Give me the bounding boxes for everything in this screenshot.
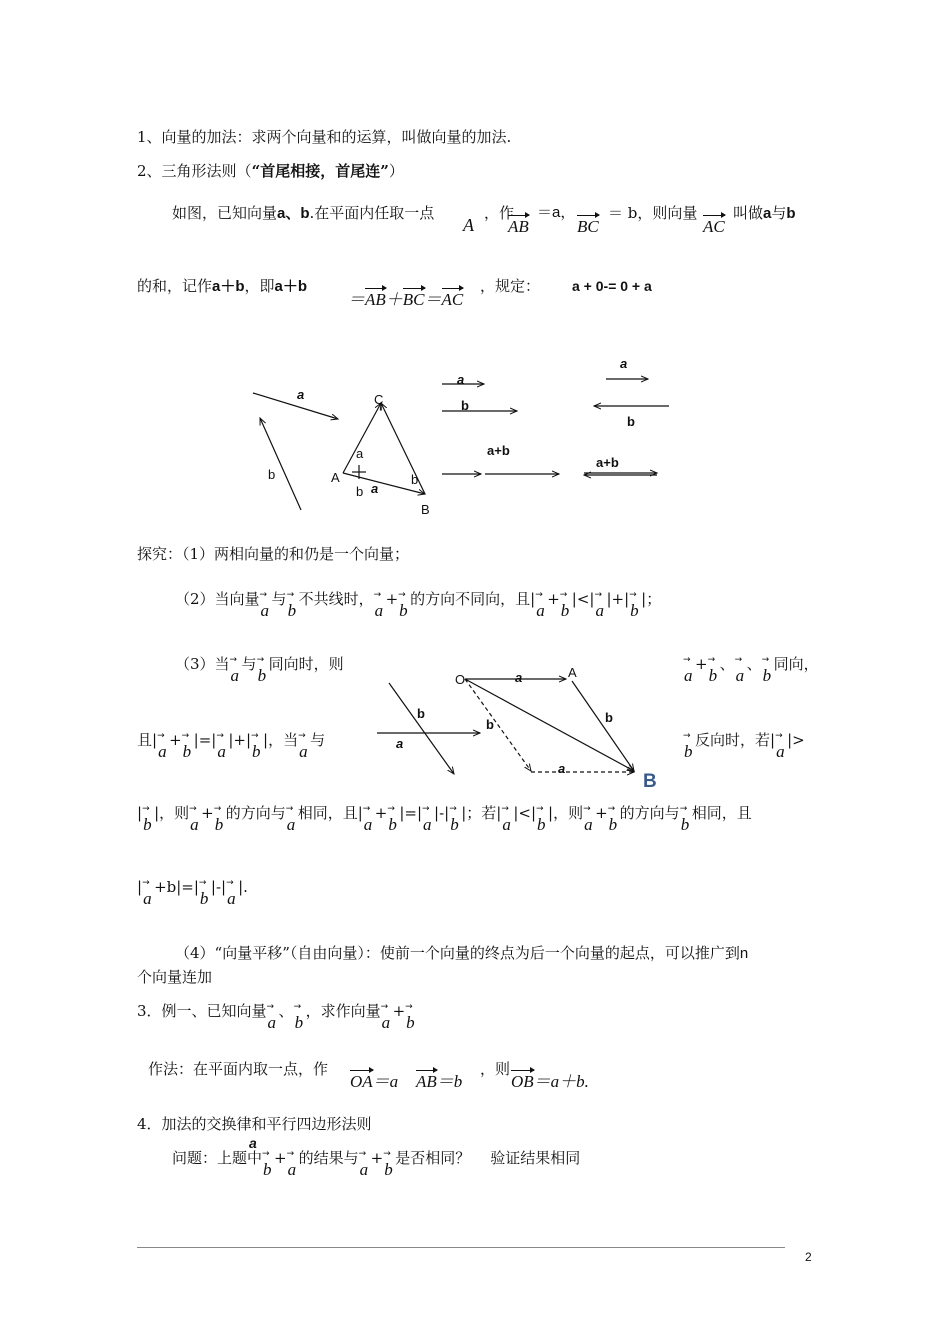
fig1-label-a3: a (371, 481, 379, 496)
vec-arrow: → (380, 1002, 389, 1012)
p1-d: 叫做 (733, 204, 764, 222)
vec-letter: a (359, 1160, 369, 1179)
e5-g: |；若| (461, 804, 502, 822)
construction-text: 作法：在平面内取一点，作 (148, 1060, 329, 1078)
e5-c: 的方向与 (225, 804, 286, 822)
vec-letter: b (537, 815, 546, 834)
vec-arrow: → (383, 1149, 391, 1159)
vector-BC-label: BC (577, 217, 599, 236)
c-eq3: ＝ (533, 1072, 551, 1091)
vec-a (189, 804, 201, 834)
point-A: A (463, 215, 474, 235)
vec-arrow: → (535, 590, 543, 600)
c-b2: b (576, 1072, 585, 1091)
fig2-Ob-dashed (465, 679, 531, 771)
vec-arrow: → (298, 731, 306, 741)
vec-a (266, 1002, 279, 1032)
fig2-label-A: A (568, 665, 577, 680)
e2-d: 的方向不同向，且| (410, 590, 536, 608)
vec-letter: a (227, 889, 236, 908)
vec-b (707, 655, 720, 685)
p2-apb2: a＋b (274, 278, 308, 295)
vec-arrow: → (536, 804, 544, 814)
plus: + (392, 1002, 406, 1020)
vec-a (535, 590, 547, 620)
vec-letter: b (257, 666, 267, 685)
e2-e: |<| (571, 590, 595, 608)
fig1-label-B: B (421, 502, 430, 517)
vec-arrow: → (362, 804, 371, 814)
fig2-label-b3: b (605, 710, 613, 725)
fig1-label-b2: b (356, 484, 364, 499)
q-c: 是否相同？ (395, 1149, 471, 1167)
fig2-label-B: B (643, 771, 657, 792)
vec-arrow: → (707, 655, 716, 665)
vec-arrow: → (198, 878, 207, 888)
vec-a (259, 590, 272, 620)
explore-item-4 (175, 944, 748, 963)
vec-letter: a (536, 601, 545, 620)
p1-e: 与 (771, 204, 787, 222)
vec-letter: a (423, 815, 432, 834)
p2-b: ，即 (244, 277, 275, 295)
fig2-b-left (389, 683, 454, 774)
vec-letter: a (287, 1160, 297, 1179)
c-plus: ＋ (559, 1072, 577, 1091)
vec-a (380, 1002, 393, 1032)
vec-letter: a (260, 601, 270, 620)
e6-a: | (137, 878, 143, 896)
section-2-title: 三角形法则（ (161, 162, 252, 180)
vec-letter: a (363, 815, 373, 834)
fig1-AC (343, 403, 381, 473)
vec-arrow: → (259, 590, 268, 600)
p2-eq: ＝ (348, 290, 365, 309)
s3-b: 、 (278, 1002, 294, 1020)
vec-b (629, 590, 641, 620)
vec-arrow: → (142, 878, 150, 888)
section-2-slogan: “首尾相接，首尾连” (251, 162, 389, 180)
vec-b (256, 655, 269, 685)
q-a: 问题：上题中 (172, 1149, 263, 1167)
fig1-same-label-a: a (457, 372, 465, 387)
vec-letter: a (584, 815, 593, 834)
vec-b (198, 878, 211, 908)
question (172, 1149, 581, 1179)
c-eq1: ＝ (372, 1072, 390, 1091)
vec-letter: b (252, 742, 261, 761)
fig1-opp-label-b: b (627, 414, 635, 429)
p2-BC: BC (402, 290, 425, 309)
vec-letter: b (384, 1160, 393, 1179)
vec-arrow: → (226, 878, 234, 888)
fig2-label-a2: a (396, 736, 404, 751)
vec-letter: a (286, 815, 296, 834)
vec-b (181, 731, 194, 761)
explore-item-3-line2 (137, 731, 326, 761)
vec-arrow: → (629, 590, 637, 600)
p2-apb: a＋b (212, 278, 245, 295)
plus: + (370, 1149, 384, 1167)
fig1-same-label-b: b (461, 398, 469, 413)
vec-b (387, 804, 399, 834)
s3-a: 3．例一、已知向量 (137, 1002, 267, 1020)
c-a2: a (550, 1072, 560, 1091)
vec-arrow: → (251, 731, 259, 741)
fig1-label-b3: b (411, 472, 419, 487)
fig1-opp-label-sum: a+b (596, 455, 619, 470)
e3-c: 同向时，则 (268, 655, 344, 673)
vec-letter: a (230, 666, 240, 685)
vec-arrow: → (142, 804, 150, 814)
vec-b (405, 1002, 417, 1032)
explore-item-4-cont: 个向量连加 (137, 968, 213, 986)
vec-letter: a (299, 742, 308, 761)
vec-arrow: → (761, 655, 770, 665)
e4-e: 与 (310, 731, 326, 749)
vec-arrow: → (216, 731, 224, 741)
vec-letter: a (502, 815, 511, 834)
fig1-opp-label-a: a (620, 356, 628, 371)
vec-letter: a (217, 742, 226, 761)
vec-b (559, 590, 572, 620)
vec-arrow: → (293, 1002, 302, 1012)
example-1 (137, 1002, 417, 1032)
vec-letter: b (388, 815, 397, 834)
vec-b (449, 804, 461, 834)
vec-arrow: → (775, 731, 783, 741)
zero-rule: a + 0-= 0 + a (572, 278, 652, 294)
e3-b: 与 (241, 655, 257, 673)
e5-b: |，则 (154, 804, 190, 822)
vec-arrow: → (285, 804, 294, 814)
vec-letter: a (374, 601, 384, 620)
vec-letter: a (267, 1013, 277, 1032)
e2-c: 不共线时， (298, 590, 374, 608)
c-end: . (584, 1072, 589, 1091)
e4-f: 反向时，若| (695, 731, 776, 749)
e5-f: |-| (434, 804, 450, 822)
e5-h: |<| (513, 804, 537, 822)
p2-AB: AB (365, 290, 386, 309)
fig2-label-a1: a (515, 670, 523, 685)
c-b: b (453, 1072, 463, 1091)
vec-a (501, 804, 513, 834)
vec-arrow: → (405, 1002, 413, 1012)
vec-a (285, 804, 298, 834)
plus: + (274, 1149, 287, 1167)
vec-a (216, 731, 228, 761)
vec-letter: b (708, 666, 718, 685)
vec-letter: b (680, 815, 690, 834)
construction-OA (350, 1073, 398, 1091)
vec-letter: b (762, 666, 772, 685)
fig1-label-b: b (268, 467, 276, 482)
vec-b (761, 655, 774, 685)
p1-text-b: .在平面内任取一点 (309, 204, 435, 222)
fig1-label-a2: a (356, 446, 364, 461)
fig1-label-C: C (374, 392, 384, 407)
vec-letter: b (399, 601, 408, 620)
vec-arrow: → (398, 590, 406, 600)
fig1-BC (381, 403, 425, 494)
q-b: 的结果与 (298, 1149, 359, 1167)
vec-b (536, 804, 548, 834)
vec-arrow: → (358, 1149, 367, 1159)
vec-a (775, 731, 787, 761)
vec-letter: b (406, 1013, 415, 1032)
e2-f: |+| (606, 590, 630, 608)
fig1-label-A: A (331, 470, 340, 485)
page-number: 2 (805, 1250, 812, 1264)
e3-d: 、 (719, 655, 735, 673)
c-AB: AB (416, 1072, 437, 1091)
p1-vectors: a、b (277, 205, 310, 222)
vec-a (594, 590, 606, 620)
vec-letter: b (287, 601, 297, 620)
vec-letter: b (294, 1013, 304, 1032)
vec-letter: a (684, 666, 693, 685)
vec-arrow: → (607, 804, 616, 814)
construction-AB (416, 1073, 462, 1091)
vec-a (157, 731, 169, 761)
vec-letter: b (182, 742, 192, 761)
vec-b (262, 1149, 274, 1179)
fig2-label-a3: a (558, 761, 566, 776)
construction-then: ，则 (480, 1060, 511, 1078)
vec-arrow: → (679, 804, 688, 814)
p1-b2: b (786, 205, 796, 222)
explore-item-3-right (683, 655, 819, 685)
vec-arrow: → (213, 804, 222, 814)
vec-arrow: → (422, 804, 430, 814)
explore-item-3-line4 (137, 878, 248, 908)
vec-arrow: → (559, 590, 568, 600)
vec-a (142, 878, 154, 908)
fig2-label-b1: b (417, 706, 425, 721)
fig1-vector-b (260, 418, 301, 510)
p1-text-c: ，作 (484, 204, 515, 222)
vec-letter: a (735, 666, 745, 685)
vec-b (683, 731, 695, 761)
vec-arrow: → (594, 590, 603, 600)
vec-b (251, 731, 263, 761)
vec-a (362, 804, 375, 834)
fig2-label-b2: b (486, 717, 494, 732)
vec-a (226, 878, 238, 908)
vec-arrow: → (501, 804, 509, 814)
vec-a (286, 1149, 299, 1179)
vec-letter: a (381, 1013, 391, 1032)
p2-a: 的和，记作 (137, 277, 213, 295)
plus: + (595, 804, 608, 822)
vec-letter: b (214, 815, 224, 834)
e6-b: +b|=| (154, 878, 199, 896)
vec-letter: b (684, 742, 693, 761)
vec-arrow: → (262, 1149, 270, 1159)
explore-item-3 (175, 655, 344, 685)
vec-a (734, 655, 747, 685)
vec-b (286, 590, 299, 620)
vec-arrow: → (189, 804, 197, 814)
explore-heading: 探究：（1）两相向量的和仍是一个向量； (137, 545, 410, 563)
vec-arrow: → (286, 590, 295, 600)
vec-a (358, 1149, 371, 1179)
vec-a (683, 655, 695, 685)
plus: + (385, 590, 399, 608)
e4-b: |=| (193, 731, 217, 749)
vec-letter: b (143, 815, 152, 834)
plus: + (201, 804, 214, 822)
vec-b (398, 590, 410, 620)
fig1-same-label-sum: a+b (487, 443, 510, 458)
explore-item-3-line3 (137, 804, 752, 834)
explore-item-3-line2-right (683, 731, 805, 761)
vec-arrow: → (734, 655, 743, 665)
vec-a (298, 731, 310, 761)
vec-b (213, 804, 226, 834)
p1-a2: a (763, 205, 772, 222)
plus: + (169, 731, 182, 749)
e3-f: 同向， (773, 655, 819, 673)
vec-arrow: → (449, 804, 457, 814)
e5-j: 的方向与 (619, 804, 680, 822)
vec-letter: b (560, 601, 570, 620)
q-d: 验证结果相同 (490, 1149, 581, 1167)
plus: + (374, 804, 388, 822)
vec-arrow: → (229, 655, 238, 665)
p2-eq2: ＝ (424, 290, 442, 309)
e4-g: |> (787, 731, 805, 749)
section-4-heading: 4．加法的交换律和平行四边形法则 (137, 1115, 372, 1133)
vec-b (142, 804, 154, 834)
e5-i: |，则 (548, 804, 584, 822)
vec-b (607, 804, 620, 834)
vec-arrow: → (256, 655, 265, 665)
vec-arrow: → (583, 804, 591, 814)
e5-e: |=| (399, 804, 423, 822)
fig1-label-a: a (297, 387, 305, 402)
p2-AC: AC (441, 290, 464, 309)
plus: + (695, 655, 708, 673)
e4-a: 且| (137, 731, 158, 749)
plus: + (547, 590, 560, 608)
vec-letter: b (608, 815, 618, 834)
construction-OB (511, 1073, 589, 1091)
e7-n: n (739, 945, 749, 962)
vector-AC-label: AC (703, 217, 725, 236)
vec-letter: b (450, 815, 459, 834)
p1-eq1: ＝a， (537, 204, 576, 221)
vec-arrow: → (266, 1002, 275, 1012)
vec-letter: a (190, 815, 199, 834)
vec-a (373, 590, 386, 620)
fig1-vector-a (253, 393, 338, 419)
s3-c: ，求作向量 (305, 1002, 381, 1020)
p2-plus: ＋ (385, 290, 403, 309)
footer-rule (137, 1247, 785, 1248)
p2-c: ，规定： (480, 277, 541, 295)
vec-arrow: → (157, 731, 165, 741)
question-overlay-a: a (249, 1135, 257, 1151)
e5-k: 相同，且 (691, 804, 752, 822)
vec-arrow: → (181, 731, 190, 741)
vec-letter: b (263, 1160, 272, 1179)
vector-AB-label: AB (508, 217, 529, 236)
c-OA: OA (350, 1072, 373, 1091)
c-OB: OB (511, 1072, 534, 1091)
vec-letter: a (595, 601, 604, 620)
e6-d: |. (238, 878, 248, 896)
vec-letter: a (158, 742, 167, 761)
e7-a: （4）“向量平移”（自由向量）：使前一个向量的终点为后一个向量的起点，可以推广到 (175, 944, 740, 962)
vec-letter: a (776, 742, 785, 761)
e5-d: 相同，且| (297, 804, 363, 822)
c-a: a (389, 1072, 399, 1091)
fig2-AB (572, 681, 634, 771)
e5-a: | (137, 804, 143, 822)
explore-item-2 (175, 590, 661, 626)
e6-c: |-| (210, 878, 227, 896)
vec-arrow: → (373, 590, 382, 600)
vec-arrow: → (683, 655, 691, 665)
e2-a: （2）当向量 (175, 590, 260, 608)
e3-a: （3）当 (175, 655, 230, 673)
section-2-close: ） (388, 162, 404, 180)
vec-arrow: → (683, 731, 691, 741)
vec-letter: a (143, 889, 152, 908)
section-1-text: 1、向量的加法：求两个向量和的运算，叫做向量的加法. (137, 128, 512, 146)
e3-e: 、 (746, 655, 762, 673)
vec-a (583, 804, 595, 834)
p1-text-a: 如图，已知向量 (172, 204, 278, 222)
e2-b: 与 (271, 590, 287, 608)
e4-d: |，当 (263, 731, 299, 749)
e4-c: |+| (228, 731, 252, 749)
vec-arrow: → (286, 1149, 295, 1159)
vec-a (422, 804, 434, 834)
vec-letter: b (199, 889, 209, 908)
vec-arrow: → (387, 804, 395, 814)
vec-letter: b (630, 601, 639, 620)
p1-eq2: ＝ b，则向量 (608, 204, 698, 222)
fig2-label-O: O (455, 672, 466, 687)
vec-b (383, 1149, 395, 1179)
vec-b (293, 1002, 306, 1032)
vec-a (229, 655, 242, 685)
vec-b (679, 804, 692, 834)
c-eq2: ＝ (436, 1072, 454, 1091)
section-2-number: 2、 (137, 162, 162, 180)
e2-g: |； (641, 590, 662, 608)
